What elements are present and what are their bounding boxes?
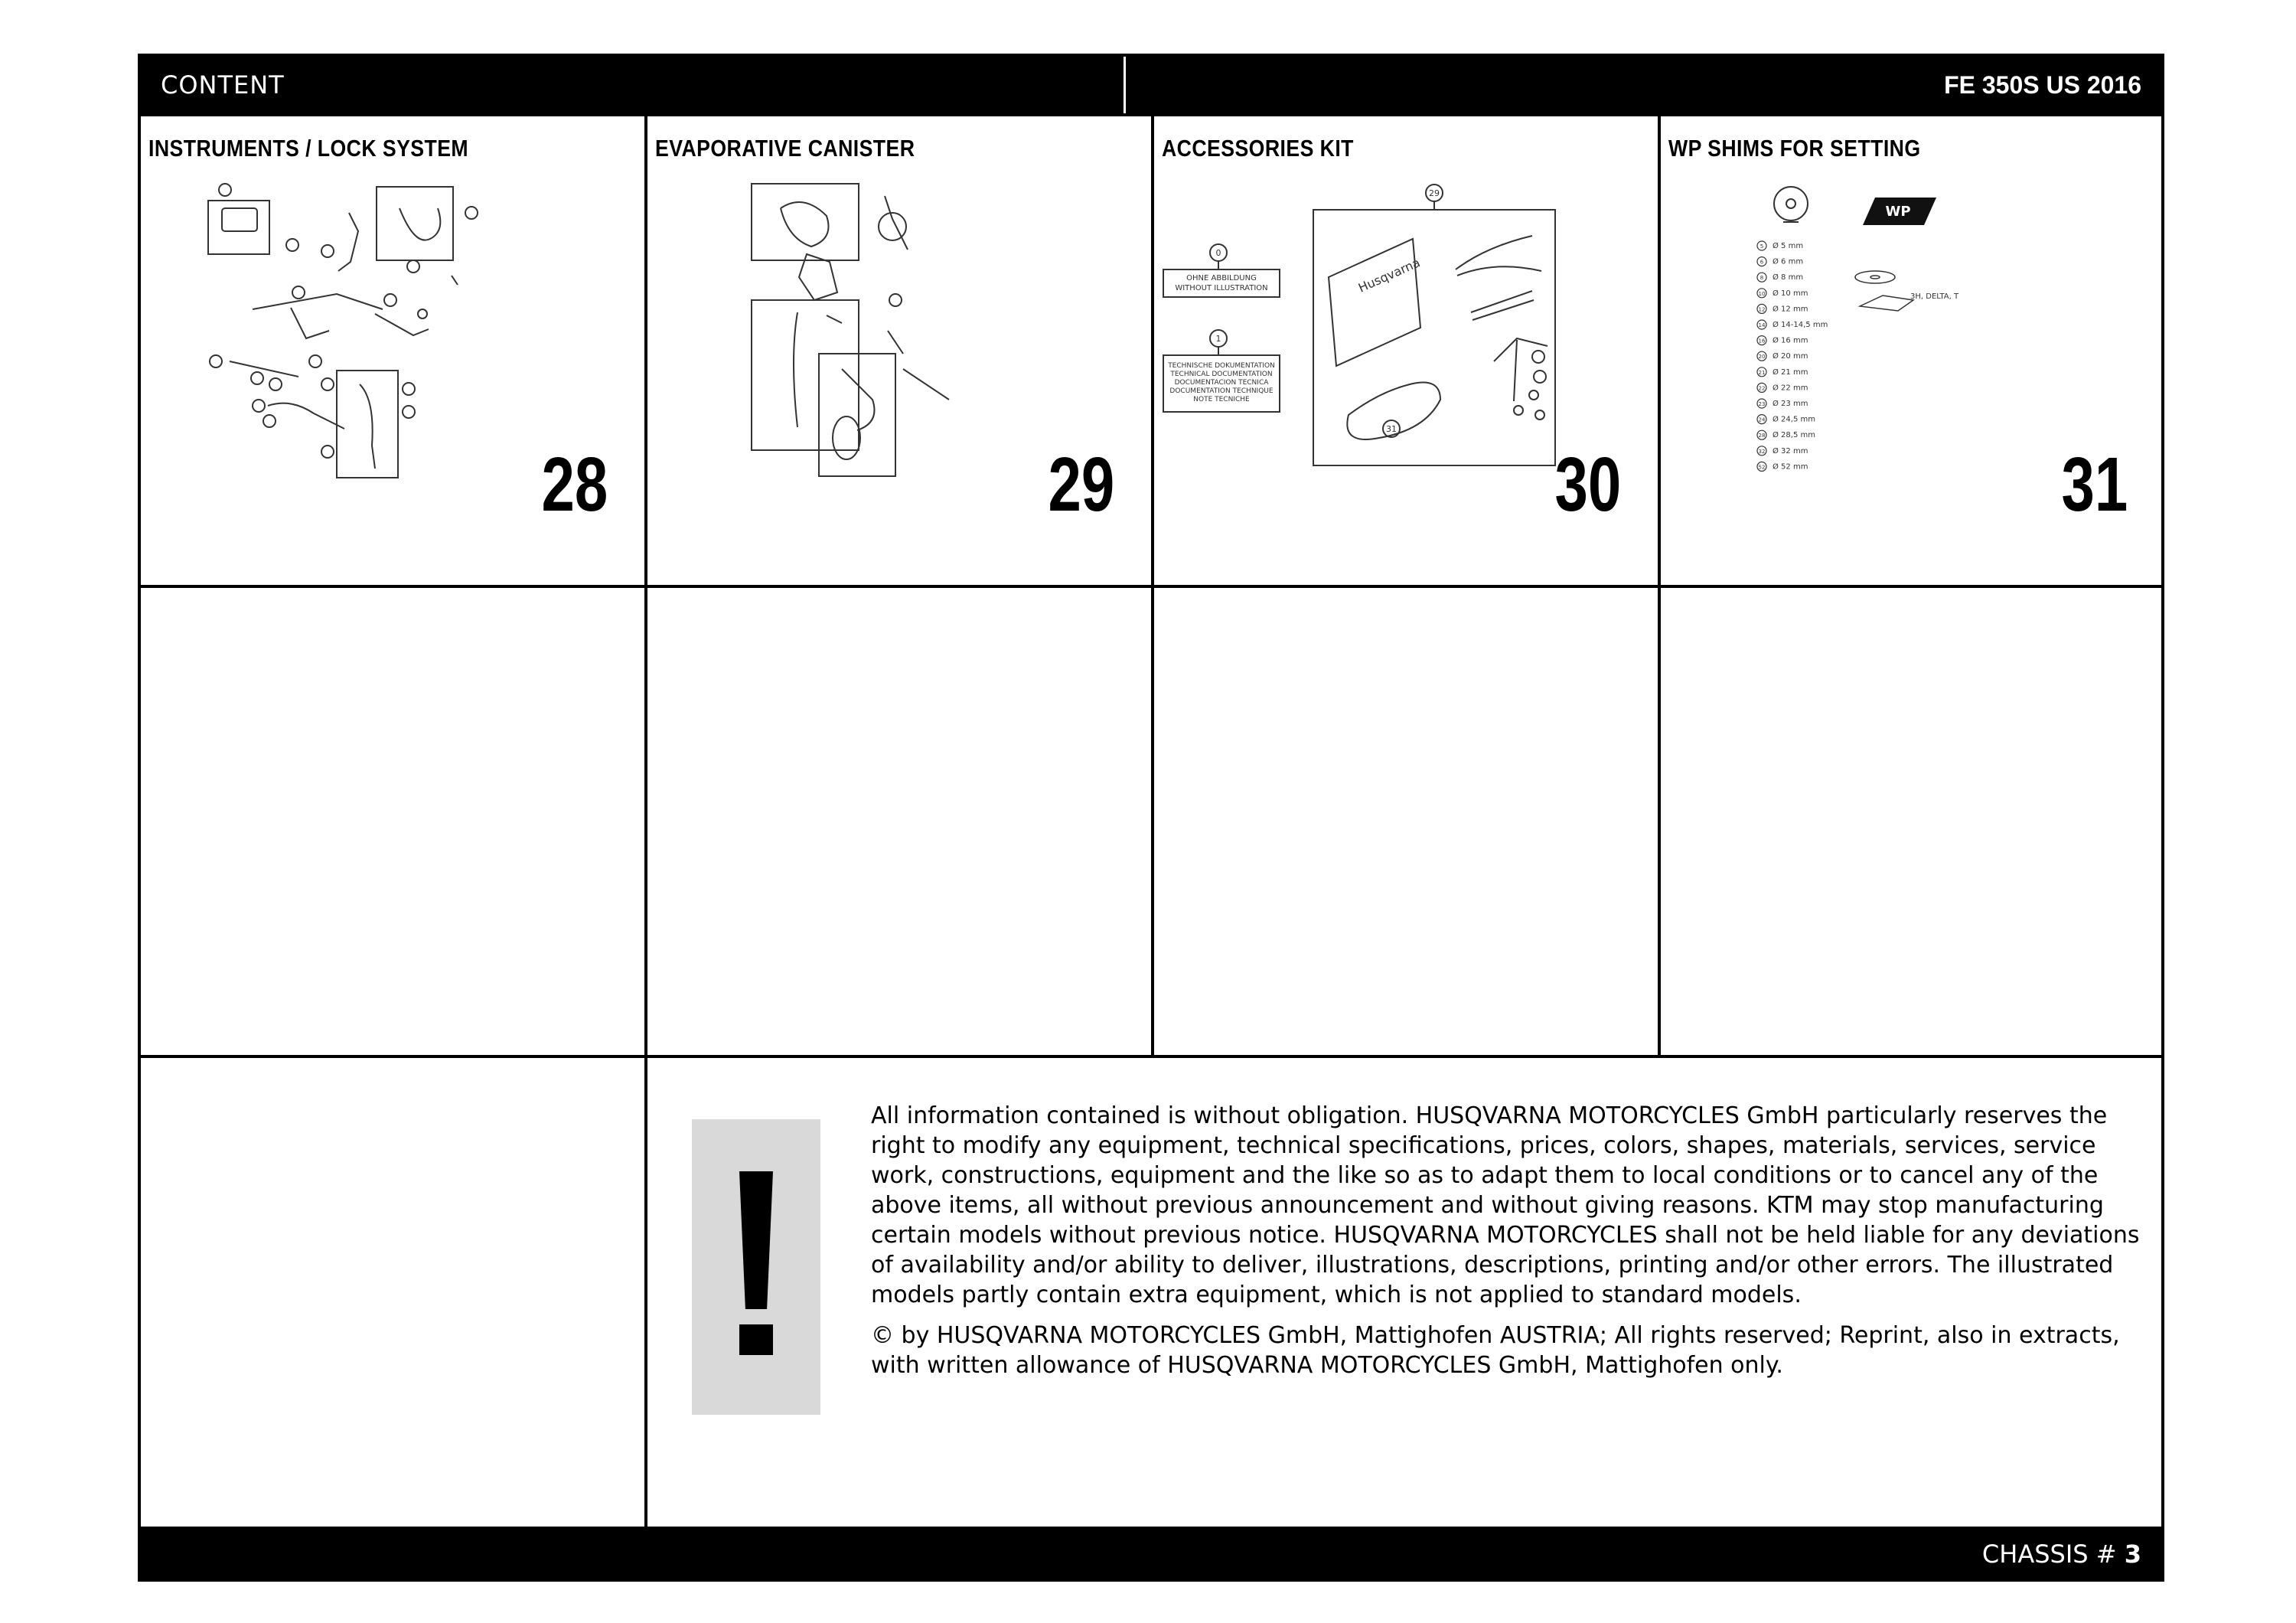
wp-shims-diagram-thumbnail: [1753, 178, 1982, 484]
shim-number: 21: [1758, 369, 1766, 376]
shim-diameter: Ø 52 mm: [1773, 462, 1808, 472]
shim-diameter: Ø 21 mm: [1773, 367, 1808, 377]
shim-number: 52: [1758, 464, 1766, 471]
box-0-line-1: OHNE ABBILDUNG: [1186, 274, 1257, 282]
box-1-line-2: TECHNICAL DOCUMENTATION: [1170, 371, 1273, 378]
shim-diameter: Ø 28,5 mm: [1773, 431, 1815, 440]
footer-page-number: 3: [2124, 1540, 2141, 1569]
shim-number: 20: [1758, 354, 1766, 361]
shim-list: [1757, 241, 1828, 471]
box-0-line-2: WITHOUT ILLUSTRATION: [1175, 284, 1268, 292]
grid-line-col3: [1658, 116, 1661, 1058]
shim-diameter: Ø 22 mm: [1773, 384, 1808, 393]
cell-title: INSTRUMENTS / LOCK SYSTEM: [148, 135, 469, 162]
callout-29: 29: [1429, 188, 1440, 198]
shim-number: 24: [1758, 416, 1766, 423]
callout-0: 0: [1215, 248, 1221, 258]
box-1-line-5: NOTE TECNICHE: [1193, 396, 1250, 403]
cell-page-number: 31: [2061, 442, 2128, 527]
shim-diameter: Ø 16 mm: [1773, 336, 1808, 345]
shim-diameter: Ø 8 mm: [1773, 273, 1804, 282]
cell-page-number: 30: [1554, 442, 1621, 527]
shim-diameter: Ø 14-14,5 mm: [1773, 321, 1828, 329]
cell-title: WP SHIMS FOR SETTING: [1668, 135, 1921, 162]
header-model-label: FE 350S US 2016: [1944, 71, 2141, 99]
shim-number: 12: [1758, 306, 1766, 313]
disclaimer-paragraph-1: All information contained is without obligation. HUSQVARNA MOTORCYCLES GmbH particularly reserves the right to modify any equipment, technical specifications, prices, colors, shapes, materials, services, service work, constructions, equipment and the like so as to adapt them to local conditions or to cancel any of the above items, all without previous announcement and without giving reasons. KTM may stop manufacturing certain models without previous notice. HUSQVARNA MOTORCYCLES shall not be held liable for any deviations of availability and/or ability to deliver, illustrations, descriptions, printing and/or other errors. The illustrated models partly contain extra equipment, which is not applied to standard models.: [871, 1102, 2140, 1308]
instruments-diagram-thumbnail: [199, 178, 505, 484]
footer-page-label: [1982, 1527, 2141, 1582]
shim-side-label: 3H, DELTA, T: [1910, 292, 1959, 301]
shim-diameter: Ø 32 mm: [1773, 446, 1808, 456]
shim-number: 10: [1758, 290, 1766, 297]
header-divider: [1124, 57, 1126, 113]
shim-number: 8: [1760, 275, 1764, 282]
box-1-line-3: DOCUMENTACION TECNICA: [1174, 379, 1269, 387]
shim-number: 23: [1758, 401, 1766, 407]
shim-diameter: Ø 24,5 mm: [1773, 415, 1815, 424]
shim-number: 28: [1758, 433, 1766, 439]
header-content-label: CONTENT: [161, 70, 285, 100]
callout-1: 1: [1215, 334, 1221, 344]
shim-diameter: Ø 23 mm: [1773, 400, 1808, 408]
shim-diameter: Ø 5 mm: [1773, 242, 1804, 250]
shim-number: 32: [1758, 448, 1766, 455]
cell-page-number: 28: [541, 442, 608, 527]
grid-line-col1: [644, 116, 647, 1527]
shim-diameter: Ø 6 mm: [1773, 257, 1804, 266]
folder-brand-text: Husqvarna: [1355, 255, 1423, 296]
shim-number: 16: [1758, 338, 1766, 345]
shim-number: 14: [1758, 322, 1766, 328]
callout-31: 31: [1386, 424, 1397, 434]
wp-logo-text: WP: [1885, 204, 1911, 220]
cell-title: EVAPORATIVE CANISTER: [655, 135, 915, 162]
shim-diameter: Ø 10 mm: [1773, 289, 1808, 298]
shim-diameter: Ø 20 mm: [1773, 352, 1808, 361]
cell-title: ACCESSORIES KIT: [1162, 135, 1354, 162]
box-1-line-4: DOCUMENTATION TECHNIQUE: [1169, 387, 1274, 395]
disclaimer-paragraph-2: © by HUSQVARNA MOTORCYCLES GmbH, Mattighofen AUSTRIA; All rights reserved; Reprint, also in extracts, with written allowance of HUSQVARNA MOTORCYCLES GmbH, Mattighofen only.: [871, 1322, 2120, 1379]
header-bar: [138, 54, 2164, 116]
shim-diameter: Ø 12 mm: [1773, 305, 1808, 314]
box-1-line-1: TECHNISCHE DOKUMENTATION: [1168, 362, 1275, 370]
cell-page-number: 29: [1048, 442, 1114, 527]
warning-icon: [692, 1119, 820, 1415]
grid-line-col2: [1151, 116, 1154, 1058]
footer-bar: [138, 1527, 2164, 1582]
footer-section: CHASSIS #: [1981, 1540, 2117, 1569]
disclaimer-text: [871, 1101, 2149, 1391]
shim-number: 22: [1758, 385, 1766, 392]
accessories-kit-diagram-thumbnail: [1157, 178, 1570, 476]
shim-number: 5: [1760, 243, 1764, 250]
evaporative-canister-diagram-thumbnail: [742, 178, 972, 484]
shim-number: 6: [1760, 259, 1764, 266]
